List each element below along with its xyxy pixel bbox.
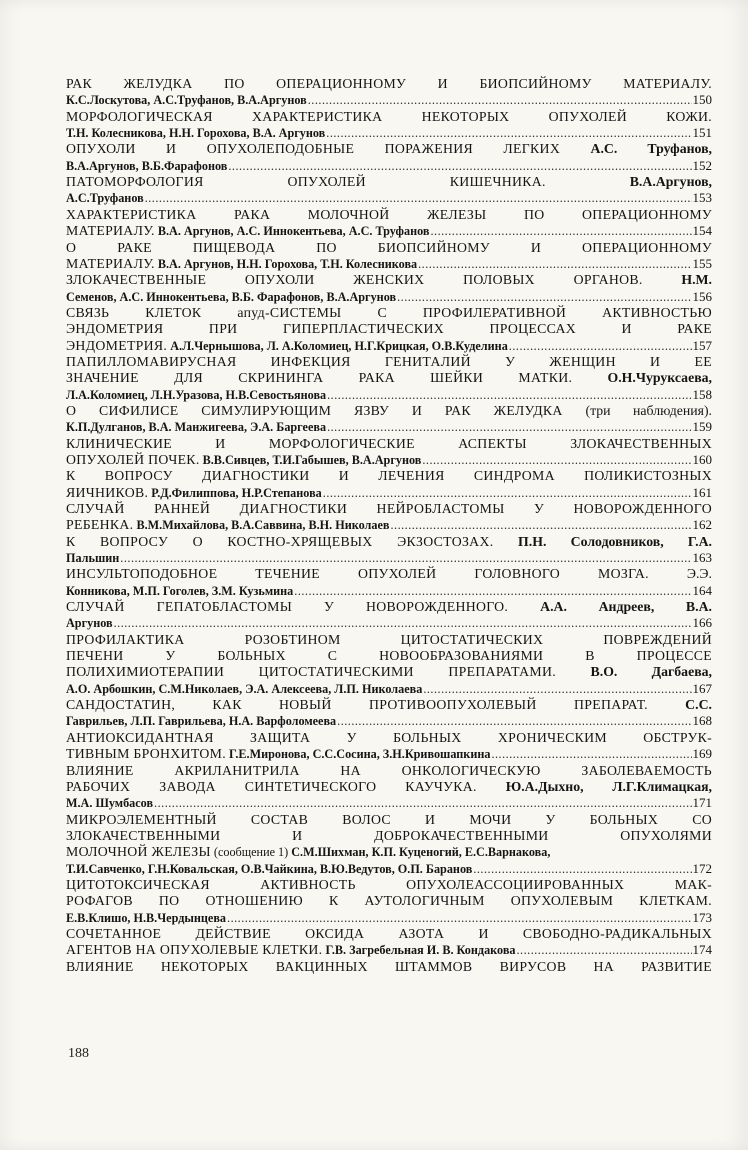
entry-author-line xyxy=(66,681,712,697)
entry-page: 174 xyxy=(692,942,712,958)
entry-page: 158 xyxy=(692,386,712,402)
entry-title-line xyxy=(66,207,712,223)
entry-inline-authors: П.Н. Солодовников, Г.А. xyxy=(518,533,713,549)
entry-title-line xyxy=(66,272,712,288)
entry-authors xyxy=(66,338,508,354)
entry-title-line xyxy=(66,599,712,615)
entry-authors xyxy=(66,223,429,239)
toc-entry xyxy=(66,354,712,403)
entry-inline-authors: Н.М. xyxy=(681,272,712,288)
entry-page: 168 xyxy=(692,713,712,729)
entry-authors-text: Р.Д.Филиппова, Н.Р.Степанова xyxy=(151,485,322,500)
entry-author-line xyxy=(66,256,712,272)
entry-page: 173 xyxy=(692,909,712,925)
entry-title-text: ПОЛИХИМИОТЕРАПИИ ЦИТОСТАТИЧЕСКИМИ ПРЕПАРАТАМИ. xyxy=(66,664,556,680)
entry-authors xyxy=(66,911,226,926)
entry-inline-authors: О.Н.Чуруксаева, xyxy=(607,370,712,386)
entry-author-line xyxy=(66,517,712,533)
entry-authors-text: М.А. Шумбасов xyxy=(66,796,154,811)
entry-title-line xyxy=(66,403,712,419)
entry-title-text: СВЯЗЬ КЛЕТОК апуд-СИСТЕМЫ С ПРОФИЛЕРАТИВНОЙ АКТИВНОСТЬЮ xyxy=(66,304,712,320)
entry-title-line xyxy=(66,779,712,795)
leader-dots xyxy=(473,862,691,877)
entry-title-line xyxy=(66,648,712,664)
toc-entry xyxy=(66,632,712,697)
entry-title-text: ЗЛОКАЧЕСТВЕННЫЕ ОПУХОЛИ ЖЕНСКИХ ПОЛОВЫХ ОРГАНОВ. xyxy=(66,272,643,288)
entry-author-line xyxy=(66,713,712,729)
entry-authors-text: А.С.Труфанов xyxy=(66,191,144,206)
entry-authors-text: В.А. Аргунов, Н.Н. Горохова, Т.Н. Колесникова xyxy=(157,256,418,271)
entry-page: 163 xyxy=(692,550,712,566)
entry-author-line xyxy=(66,550,712,566)
entry-title-text: ПАТОМОРФОЛОГИЯ ОПУХОЛЕЙ КИШЕЧНИКА. xyxy=(66,174,546,190)
entry-title-line xyxy=(66,354,712,370)
entry-author-line xyxy=(66,387,712,403)
entry-page: 154 xyxy=(692,223,712,239)
entry-author-line xyxy=(66,485,712,501)
entry-title-text: СЛУЧАЙ РАННЕЙ ДИАГНОСТИКИ НЕЙРОБЛАСТОМЫ У НОВОРОЖДЕННОГО xyxy=(66,501,712,517)
entry-title-line xyxy=(66,109,712,125)
toc-entry xyxy=(66,207,712,240)
leader-dots xyxy=(509,339,692,354)
entry-title-text: ОПУХОЛИ И ОПУХОЛЕПОДОБНЫЕ ПОРАЖЕНИЯ ЛЕГКИХ xyxy=(66,141,561,157)
page-number: 188 xyxy=(68,1046,89,1061)
entry-inline-authors: Ю.А.Дыхно, Л.Г.Климацкая, xyxy=(505,778,713,794)
entry-title-line xyxy=(66,141,712,157)
entry-page: 151 xyxy=(692,125,712,140)
toc-entry xyxy=(66,272,712,305)
entry-title-line xyxy=(66,76,712,92)
entry-title-line xyxy=(66,436,712,452)
entry-page: 157 xyxy=(692,337,712,353)
leader-dots xyxy=(397,290,691,305)
entry-title-line xyxy=(66,501,712,517)
entry-inline-authors: С.С. xyxy=(685,697,712,713)
entry-authors-text: Г.В. Загребельная И. В. Кондакова xyxy=(325,943,516,958)
toc-entry xyxy=(66,730,712,763)
toc-entry xyxy=(66,468,712,501)
entry-author-line xyxy=(66,125,712,141)
entry-authors xyxy=(66,517,389,533)
entry-authors-text: Конникова, М.П. Гоголев, З.М. Кузьмина xyxy=(66,583,294,598)
entry-title-line xyxy=(66,812,712,828)
leader-dots xyxy=(120,551,691,566)
entry-author-line xyxy=(66,795,712,811)
entry-title-text: ВЛИЯНИЕ АКРИЛАНИТРИЛА НА ОНКОЛОГИЧЕСКУЮ ЗАБОЛЕВАЕМОСТЬ xyxy=(66,762,712,778)
entry-authors-text: В.А. Аргунов, А.С. Иннокентьева, А.С. Труфанов xyxy=(157,224,430,239)
entry-title-text: О СИФИЛИСЕ СИМУЛИРУЮЩИМ ЯЗВУ И РАК ЖЕЛУДКА xyxy=(66,402,563,418)
entry-authors-text: Е.В.Клишо, Н.В.Чердынцева xyxy=(66,910,227,925)
entry-page: 160 xyxy=(692,451,712,467)
entry-title-line xyxy=(66,174,712,190)
entry-inline-authors: А.С. Труфанов, xyxy=(590,141,712,157)
entry-title-text: РОФАГОВ ПО ОТНОШЕНИЮ К АУТОЛОГИЧНЫМ ОПУХОЛЕВЫМ КЛЕТКАМ. xyxy=(66,893,712,909)
entry-authors xyxy=(66,746,490,762)
entry-inline-authors: Э.Э. xyxy=(686,566,712,582)
toc-entry xyxy=(66,436,712,469)
entry-inline-authors: С.М.Шихман, К.П. Куценогий, Е.С.Варнакова, xyxy=(291,845,551,860)
leader-dots xyxy=(154,796,691,811)
leader-dots xyxy=(327,388,691,403)
entry-author-line xyxy=(66,746,712,762)
entry-title-text: ПЕЧЕНИ У БОЛЬНЫХ С НОВООБРАЗОВАНИЯМИ В ПРОЦЕССЕ xyxy=(66,648,712,664)
entry-authors xyxy=(66,256,417,272)
entry-authors-text: Аргунов xyxy=(66,616,113,631)
entry-authors-text: А.О. Арбошкин, С.М.Николаев, Э.А. Алексеева, Л.П. Николаева xyxy=(66,681,423,696)
entry-author-line xyxy=(66,190,712,206)
entry-author-line xyxy=(66,158,712,174)
entry-authors-text: Пальшин xyxy=(66,551,120,566)
toc-entry xyxy=(66,240,712,273)
entry-author-line xyxy=(66,844,712,860)
entry-title-line xyxy=(66,926,712,942)
leader-dots xyxy=(418,257,691,272)
entry-page: 169 xyxy=(692,746,712,762)
entry-title-line xyxy=(66,664,712,680)
leader-dots xyxy=(326,126,691,141)
entry-authors-text: Л.А.Коломиец, Л.Н.Уразова, Н.В.Севостьянова xyxy=(66,387,327,402)
entry-authors: Т.И.Савченко, Г.Н.Ковальская, О.В.Чайкина, В.Ю.Ведутов, О.П. Баранов xyxy=(66,861,473,876)
entry-authors xyxy=(66,93,307,108)
entry-authors-text: В.М.Михайлова, В.А.Саввина, В.Н. Николаев xyxy=(136,518,390,533)
entry-title-line xyxy=(66,828,712,844)
entry-title-text: ЗЛОКАЧЕСТВЕННЫМИ И ДОБРОКАЧЕСТВЕННЫМИ ОПУХОЛЯМИ xyxy=(66,827,712,843)
leader-dots xyxy=(423,682,691,697)
leader-dots xyxy=(517,943,692,958)
entry-title-text: ПАПИЛЛОМАВИРУСНАЯ ИНФЕКЦИЯ ГЕНИТАЛИЙ У ЖЕНЩИН И ЕЕ xyxy=(66,353,712,369)
entry-page: 152 xyxy=(692,157,712,173)
leader-dots xyxy=(422,453,691,468)
entry-inline-authors: В.А.Аргунов, xyxy=(629,174,712,190)
toc-entry xyxy=(66,305,712,354)
entry-page: 153 xyxy=(692,190,712,206)
entry-title-text: К ВОПРОСУ ДИАГНОСТИКИ И ЛЕЧЕНИЯ СИНДРОМА ПОЛИКИСТОЗНЫХ xyxy=(66,468,712,484)
toc-entry xyxy=(66,534,712,567)
entry-title-line xyxy=(66,370,712,386)
leader-dots xyxy=(491,747,691,762)
entry-author-line xyxy=(66,861,712,877)
entry-title-line xyxy=(66,305,712,321)
table-of-contents xyxy=(66,76,712,975)
entry-author-line xyxy=(66,223,712,239)
toc-entry xyxy=(66,76,712,109)
entry-title-text: САНДОСТАТИН, КАК НОВЫЙ ПРОТИВООПУХОЛЕВЫЙ ПРЕПАРАТ. xyxy=(66,697,648,713)
entry-title-line xyxy=(66,730,712,746)
entry-title-line xyxy=(66,877,712,893)
entry-title-text: СОЧЕТАННОЕ ДЕЙСТВИЕ ОКСИДА АЗОТА И СВОБОДНО-РАДИКАЛЬНЫХ xyxy=(66,925,712,941)
leader-dots xyxy=(294,584,691,599)
entry-page: 161 xyxy=(692,484,712,500)
entry-title-text: ПРОФИЛАКТИКА РОЗОБТИНОМ ЦИТОСТАТИЧЕСКИХ ПОВРЕЖДЕНИЙ xyxy=(66,631,712,647)
toc-entry xyxy=(66,174,712,207)
entry-authors-text: К.С.Лоскутова, А.С.Труфанов, В.А.Аргунов xyxy=(66,93,307,108)
entry-authors xyxy=(66,682,422,697)
entry-page: 156 xyxy=(692,288,712,304)
entry-title-line xyxy=(66,697,712,713)
leader-dots xyxy=(337,714,691,729)
entry-authors-text: К.П.Дулганов, В.А. Манжигеева, Э.А. Баргеева xyxy=(66,420,327,435)
entry-title-text: МИКРОЭЛЕМЕНТНЫЙ СОСТАВ ВОЛОС И МОЧИ У БОЛЬНЫХ СО xyxy=(66,811,712,827)
entry-authors-text: Т.Н. Колесникова, Н.Н. Горохова, В.А. Аргунов xyxy=(66,126,326,140)
entry-author-line xyxy=(66,583,712,599)
entry-title-text: ЭНДОМЕТРИЯ ПРИ ГИПЕРПЛАСТИЧЕСКИХ ПРОЦЕССАХ И РАКЕ xyxy=(66,321,712,337)
toc-entry xyxy=(66,109,712,142)
entry-author-line xyxy=(66,289,712,305)
entry-title-line xyxy=(66,534,712,550)
entry-authors xyxy=(66,126,325,141)
leader-dots xyxy=(390,518,691,533)
entry-page: 164 xyxy=(692,582,712,598)
toc-entry xyxy=(66,877,712,926)
toc-tail-line: ВЛИЯНИЕ НЕКОТОРЫХ ВАКЦИННЫХ ШТАММОВ ВИРУСОВ НА РАЗВИТИЕ xyxy=(66,958,712,974)
leader-dots xyxy=(430,224,691,239)
entry-authors xyxy=(66,290,396,305)
entry-page: 155 xyxy=(692,255,712,271)
entry-title-line xyxy=(66,893,712,909)
entry-author-line xyxy=(66,92,712,108)
entry-authors xyxy=(66,551,119,566)
entry-authors xyxy=(66,796,153,811)
entry-title-line xyxy=(66,240,712,256)
toc-entry xyxy=(66,697,712,730)
entry-authors-text: А.Л.Чернышова, Л. А.Коломиец, Н.Г.Крицкая, О.В.Куделина xyxy=(170,338,508,353)
entry-authors-text: В.А.Аргунов, В.Б.Фарафонов xyxy=(66,158,228,173)
entry-authors xyxy=(66,420,326,435)
entry-authors xyxy=(66,616,113,631)
entry-title-note: (сообщение 1) xyxy=(213,845,289,860)
entry-title-tail: РЕБЕНКА. xyxy=(66,517,134,533)
entry-title-tail: АГЕНТОВ НА ОПУХОЛЕВЫЕ КЛЕТКИ. xyxy=(66,942,323,958)
leader-dots xyxy=(323,486,692,501)
leader-dots xyxy=(308,93,692,108)
entry-page: 162 xyxy=(692,517,712,533)
entry-title-line xyxy=(66,763,712,779)
entry-title-text: МОРФОЛОГИЧЕСКАЯ ХАРАКТЕРИСТИКА НЕКОТОРЫХ ОПУХОЛЕЙ КОЖИ. xyxy=(66,108,712,124)
toc-entry xyxy=(66,599,712,632)
entry-title-text: ЦИТОТОКСИЧЕСКАЯ АКТИВНОСТЬ ОПУХОЛЕАССОЦИИРОВАННЫХ МАК- xyxy=(66,876,712,892)
leader-dots xyxy=(114,616,692,631)
toc-entry xyxy=(66,501,712,534)
entry-page: 150 xyxy=(692,92,712,108)
entry-author-line xyxy=(66,452,712,468)
toc-entry xyxy=(66,566,712,599)
entry-author-line xyxy=(66,942,712,958)
entry-title-tail: ТИВНЫМ БРОНХИТОМ. xyxy=(66,746,226,762)
entry-title-tail: ЯИЧНИКОВ. xyxy=(66,484,149,500)
entry-author-line xyxy=(66,419,712,435)
leader-dots xyxy=(227,911,691,926)
entry-page: 167 xyxy=(692,680,712,696)
entry-title-line xyxy=(66,566,712,582)
entry-page: 171 xyxy=(692,795,712,811)
leader-dots xyxy=(228,159,691,174)
entry-title-line xyxy=(66,468,712,484)
entry-authors xyxy=(66,942,516,958)
entry-title-tail: МАТЕРИАЛУ. xyxy=(66,223,155,239)
entry-author-line xyxy=(66,615,712,631)
entry-authors xyxy=(66,584,293,599)
entry-title-text: СЛУЧАЙ ГЕПАТОБЛАСТОМЫ У НОВОРОЖДЕННОГО. xyxy=(66,599,509,615)
toc-entry xyxy=(66,141,712,174)
entry-title-tail: ЭНДОМЕТРИЯ. xyxy=(66,337,168,353)
entry-authors xyxy=(66,159,227,174)
toc-entry xyxy=(66,926,712,959)
entry-title-text: ЗНАЧЕНИЕ ДЛЯ СКРИНИНГА РАКА ШЕЙКИ МАТКИ. xyxy=(66,370,573,386)
entry-title-text: РАК ЖЕЛУДКА ПО ОПЕРАЦИОННОМУ И БИОПСИЙНОМУ МАТЕРИАЛУ. xyxy=(66,76,712,91)
toc-entry xyxy=(66,403,712,436)
toc-entry xyxy=(66,812,712,877)
entry-title-tail: ОПУХОЛЕЙ ПОЧЕК. xyxy=(66,451,200,467)
entry-author-line xyxy=(66,338,712,354)
leader-dots xyxy=(327,420,691,435)
entry-title-line xyxy=(66,321,712,337)
entry-inline-authors: А.А. Андреев, В.А. xyxy=(540,599,712,615)
entry-authors xyxy=(66,714,336,729)
entry-page: 172 xyxy=(692,860,712,876)
toc-entry xyxy=(66,763,712,812)
entry-title-text: РАБОЧИХ ЗАВОДА СИНТЕТИЧЕСКОГО КАУЧУКА. xyxy=(66,778,477,794)
entry-authors-text: Семенов, А.С. Иннокентьева, В.Б. Фарафонов, В.А.Аргунов xyxy=(66,289,397,304)
entry-title-text: ХАРАКТЕРИСТИКА РАКА МОЛОЧНОЙ ЖЕЛЕЗЫ ПО ОПЕРАЦИОННОМУ xyxy=(66,206,712,222)
entry-authors xyxy=(66,485,322,501)
entry-authors-text: Гаврильев, Л.П. Гаврильева, Н.А. Варфоломеева xyxy=(66,714,337,729)
entry-authors-text: В.В.Сивцев, Т.И.Габышев, В.А.Аргунов xyxy=(202,452,422,467)
entry-authors xyxy=(66,844,550,860)
entry-authors xyxy=(66,452,421,468)
entry-title-text: АНТИОКСИДАНТНАЯ ЗАЩИТА У БОЛЬНЫХ ХРОНИЧЕСКИМ ОБСТРУК- xyxy=(66,729,712,745)
entry-author-line xyxy=(66,910,712,926)
entry-authors xyxy=(66,388,326,403)
entry-title-tail: МОЛОЧНОЙ ЖЕЛЕЗЫ xyxy=(66,844,211,860)
entry-title-tail: МАТЕРИАЛУ. xyxy=(66,255,155,271)
entry-inline-authors: В.О. Дагбаева, xyxy=(590,664,712,680)
entry-title-text: ИНСУЛЬТОПОДОБНОЕ ТЕЧЕНИЕ ОПУХОЛЕЙ ГОЛОВНОГО МОЗГА. xyxy=(66,566,649,582)
leader-dots xyxy=(145,191,692,206)
entry-title-text: О РАКЕ ПИЩЕВОДА ПО БИОПСИЙНОМУ И ОПЕРАЦИОННОМУ xyxy=(66,239,712,255)
entry-page: 166 xyxy=(692,615,712,631)
entry-authors xyxy=(66,191,144,206)
entry-title-note: (три наблюдения). xyxy=(585,402,713,418)
entry-authors-text: Г.Е.Миронова, С.С.Сосина, З.Н.Кривошапкина xyxy=(229,747,491,762)
entry-title-line xyxy=(66,632,712,648)
entry-title-text: К ВОПРОСУ О КОСТНО-ХРЯЩЕВЫХ ЭКЗОСТОЗАХ. xyxy=(66,533,494,549)
entry-title-text: КЛИНИЧЕСКИЕ И МОРФОЛОГИЧЕСКИЕ АСПЕКТЫ ЗЛОКАЧЕСТВЕННЫХ xyxy=(66,435,712,451)
entry-page: 159 xyxy=(692,419,712,435)
